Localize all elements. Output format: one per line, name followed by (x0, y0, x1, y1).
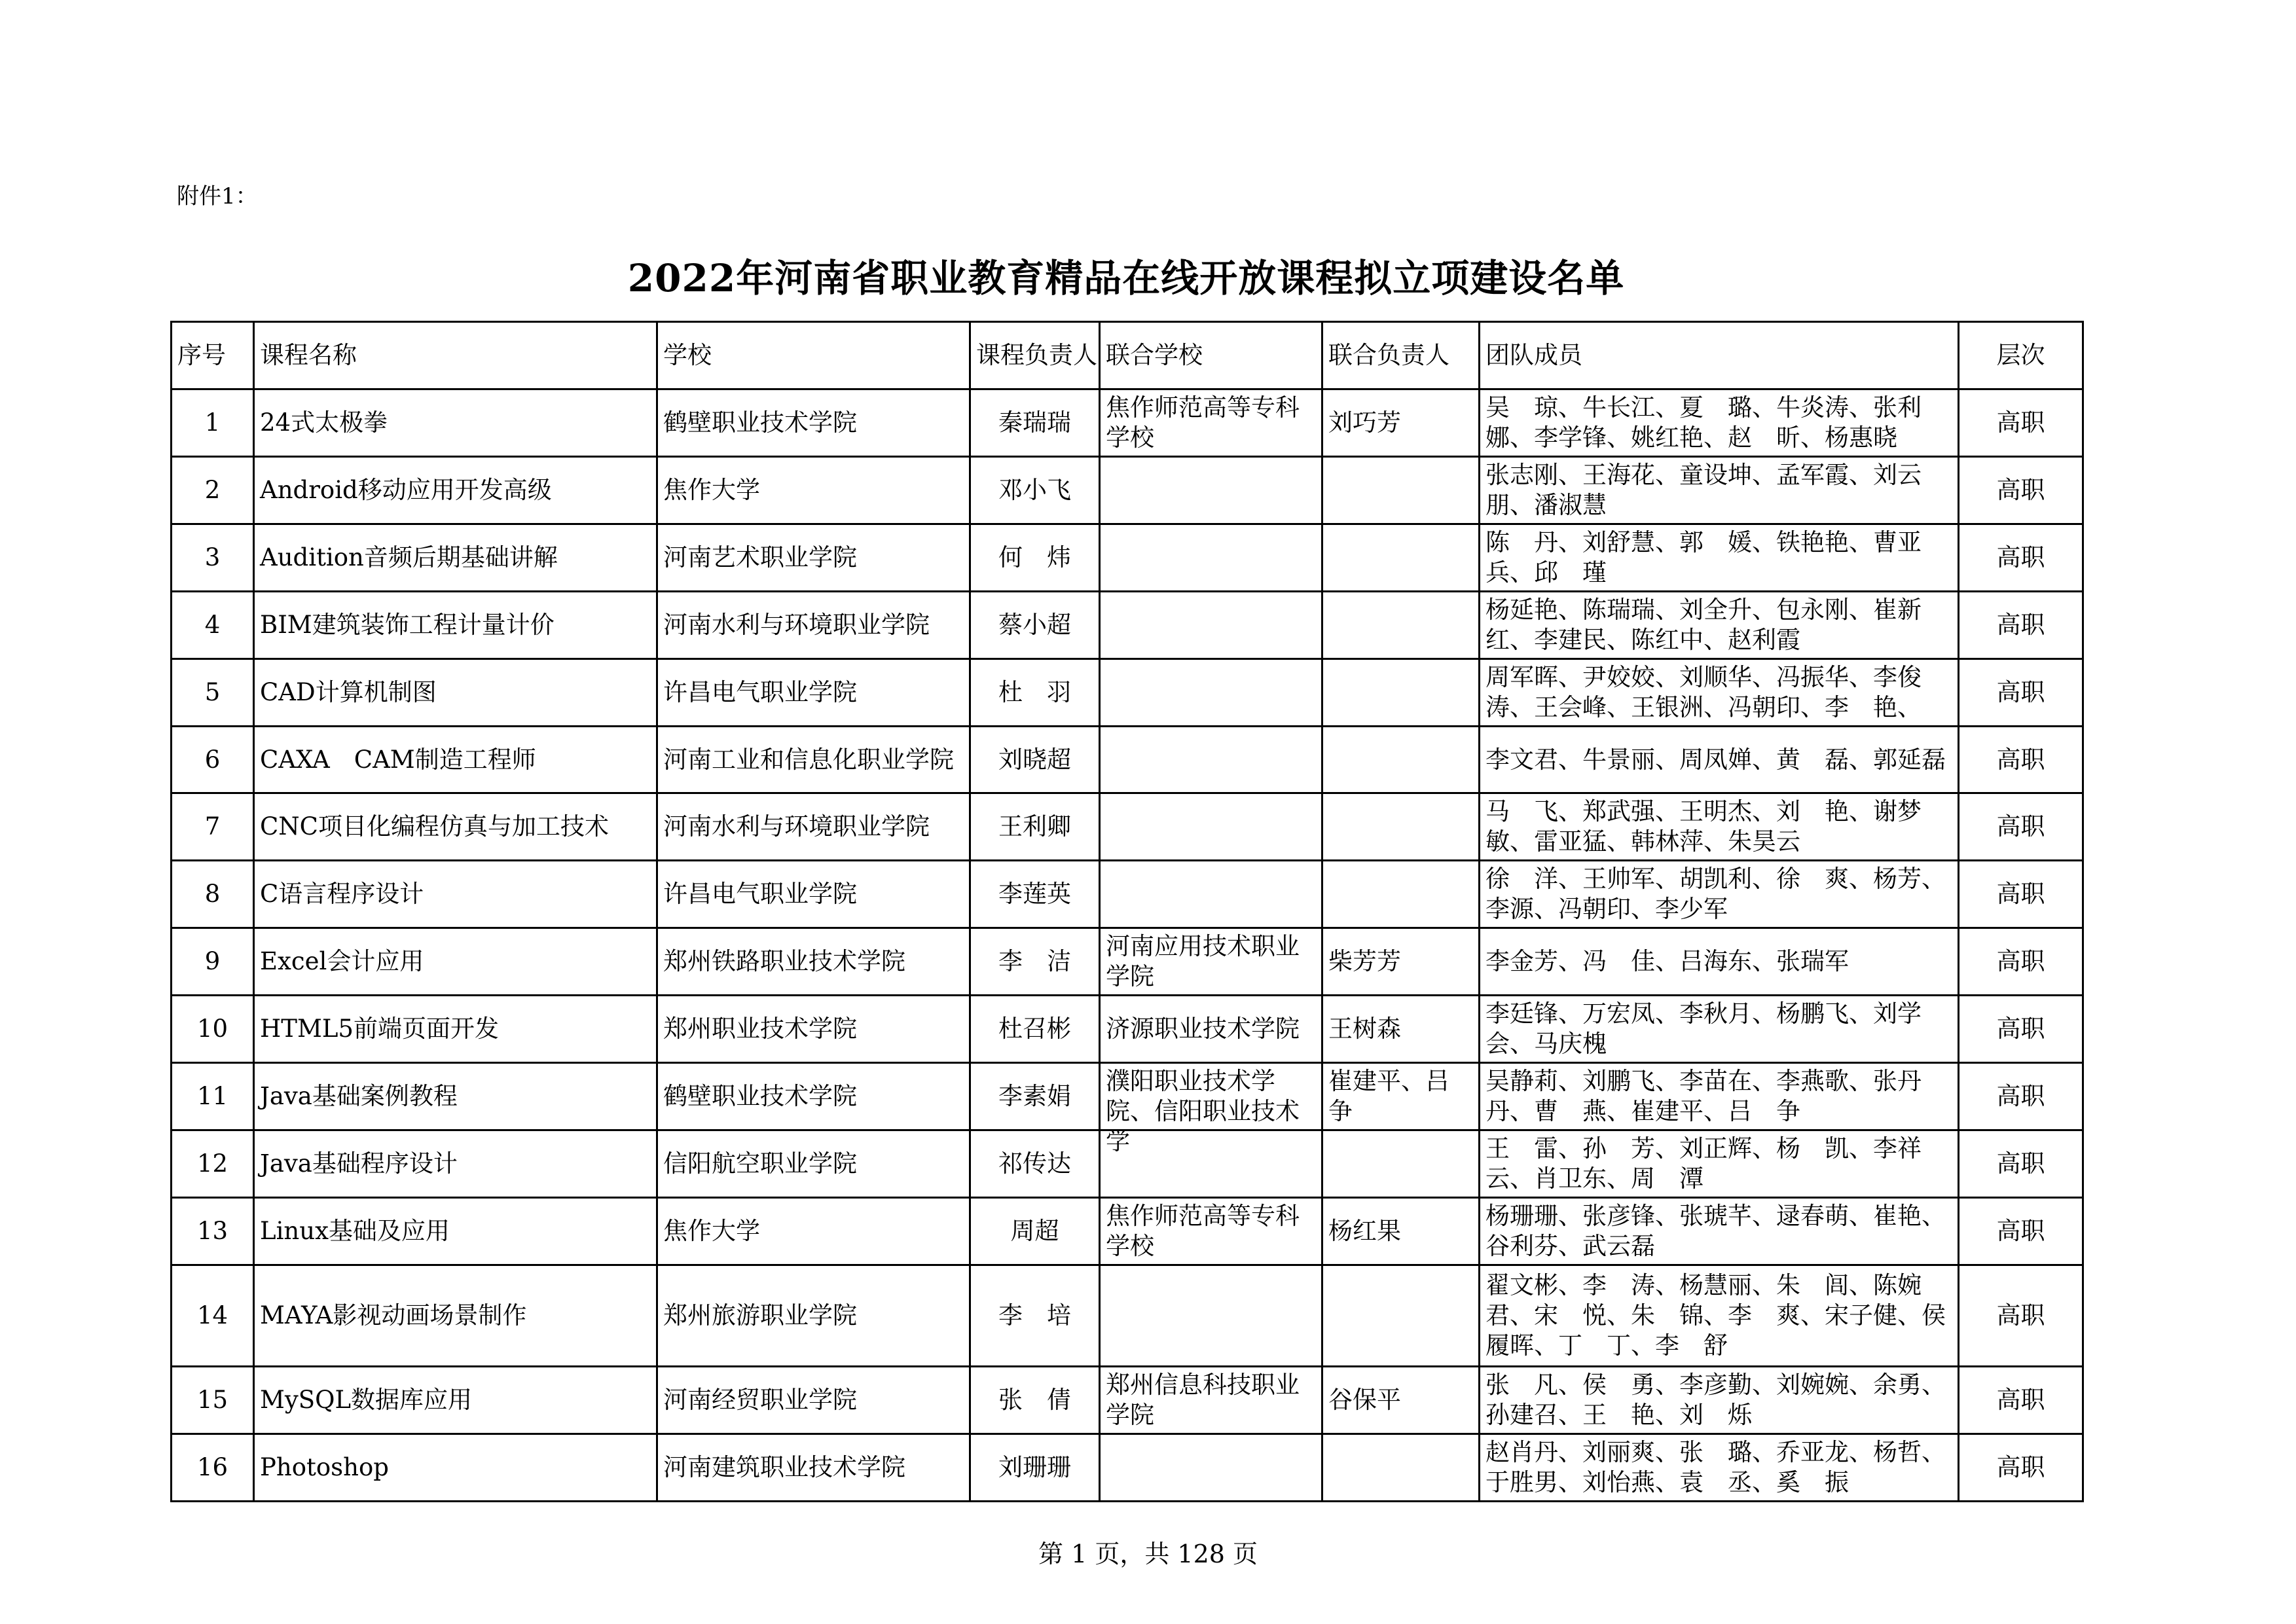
cell-level (1959, 727, 2083, 793)
cell-course (254, 1130, 657, 1198)
cell-school-text: 郑州旅游职业学院 (663, 1301, 857, 1329)
cell-course (254, 996, 657, 1063)
cell-course (254, 793, 657, 861)
project-list-table (170, 321, 2084, 1502)
cell-no-text: 13 (196, 1217, 228, 1245)
cell-partner-leader (1322, 1130, 1480, 1198)
table-row (172, 1265, 2083, 1367)
table-row (172, 727, 2083, 793)
cell-team-text: 杨珊珊、张彦锋、张琥芊、逯春萌、崔艳、谷利芬、武云磊 (1485, 1202, 1946, 1260)
cell-course-text: Java基础程序设计 (260, 1149, 458, 1178)
cell-course (254, 1434, 657, 1502)
header-team: 团队成员 (1480, 322, 1959, 389)
cell-school-text: 河南水利与环境职业学院 (663, 812, 930, 840)
cell-course (254, 524, 657, 592)
table-row (172, 659, 2083, 727)
cell-school (657, 1367, 970, 1434)
cell-team-text: 翟文彬、李 涛、杨慧丽、朱 闾、陈婉君、宋 悦、朱 锦、李 爽、宋子健、侯履晖、丁 丁、李 舒 (1485, 1271, 1946, 1360)
cell-school-text: 郑州职业技术学院 (663, 1015, 857, 1043)
cell-course-text: HTML5前端页面开发 (260, 1015, 499, 1043)
cell-school (657, 1265, 970, 1367)
cell-no (172, 861, 254, 928)
cell-no-text: 8 (204, 880, 221, 908)
cell-school-text: 河南经贸职业学院 (663, 1386, 857, 1414)
cell-course-text: Android移动应用开发高级 (260, 476, 552, 504)
cell-partner-leader-text: 杨红果 (1328, 1217, 1401, 1245)
cell-partner-leader (1322, 1367, 1480, 1434)
cell-partner-school-text: 焦作师范高等专科学校 (1106, 1202, 1300, 1260)
cell-team (1480, 659, 1959, 727)
cell-course-text: Excel会计应用 (260, 947, 424, 975)
cell-level (1959, 524, 2083, 592)
cell-level-text: 高职 (1996, 1453, 2045, 1481)
cell-leader (970, 1198, 1100, 1265)
cell-level-text: 高职 (1996, 1386, 2045, 1414)
cell-team (1480, 861, 1959, 928)
cell-course-text: Audition音频后期基础讲解 (260, 543, 558, 571)
cell-leader-text: 张 倩 (998, 1386, 1071, 1414)
cell-leader (970, 592, 1100, 659)
cell-school (657, 928, 970, 996)
cell-partner-school-text: 郑州信息科技职业学院 (1106, 1371, 1300, 1429)
cell-no-text: 4 (204, 611, 221, 639)
cell-course (254, 659, 657, 727)
cell-no-text: 3 (204, 543, 221, 571)
cell-school (657, 592, 970, 659)
cell-level-text: 高职 (1996, 1149, 2045, 1178)
cell-course-text: MAYA影视动画场景制作 (260, 1301, 527, 1329)
cell-school-text: 焦作大学 (663, 1217, 760, 1245)
cell-no-text: 7 (204, 812, 221, 840)
cell-leader (970, 524, 1100, 592)
cell-leader-text: 蔡小超 (998, 611, 1071, 639)
cell-partner-leader (1322, 861, 1480, 928)
cell-school-text: 许昌电气职业学院 (663, 678, 857, 706)
cell-team-text: 吴静莉、刘鹏飞、李苗在、李燕歌、张丹丹、曹 燕、崔建平、吕 争 (1485, 1067, 1922, 1125)
table-body (172, 389, 2083, 1502)
cell-no-text: 5 (204, 678, 221, 706)
cell-level-text: 高职 (1996, 745, 2045, 774)
cell-partner-leader-text: 柴芳芳 (1328, 947, 1401, 975)
cell-team-text: 赵肖丹、刘丽爽、张 璐、乔亚龙、杨哲、于胜男、刘怡燕、袁 丞、奚 振 (1485, 1438, 1946, 1496)
cell-course-text: CNC项目化编程仿真与加工技术 (260, 812, 609, 840)
cell-level-text: 高职 (1996, 1015, 2045, 1043)
cell-no (172, 1367, 254, 1434)
cell-partner-school (1100, 524, 1322, 592)
cell-partner-school (1100, 1367, 1322, 1434)
cell-leader-text: 刘晓超 (998, 745, 1071, 774)
cell-course-text: MySQL数据库应用 (260, 1386, 473, 1414)
document-title: 2022年河南省职业教育精品在线开放课程拟立项建设名单 (627, 256, 1625, 300)
cell-leader-text: 何 炜 (998, 543, 1071, 571)
cell-no-text: 1 (204, 408, 221, 437)
cell-team (1480, 793, 1959, 861)
cell-no (172, 928, 254, 996)
cell-team (1480, 727, 1959, 793)
cell-no (172, 1434, 254, 1502)
cell-school (657, 1130, 970, 1198)
cell-leader (970, 1265, 1100, 1367)
cell-course (254, 1063, 657, 1130)
cell-course (254, 861, 657, 928)
cell-partner-school (1100, 1198, 1322, 1265)
cell-team (1480, 389, 1959, 457)
cell-leader-text: 李素娟 (998, 1082, 1071, 1110)
cell-team (1480, 1063, 1959, 1130)
cell-level (1959, 793, 2083, 861)
cell-partner-school (1100, 1063, 1322, 1155)
cell-school-text: 河南水利与环境职业学院 (663, 611, 930, 639)
cell-partner-school-text: 济源职业技术学院 (1106, 1015, 1300, 1043)
cell-level-text: 高职 (1996, 408, 2045, 437)
cell-team-text: 李文君、牛景丽、周凤婵、黄 磊、郭延磊 (1485, 745, 1946, 774)
cell-leader (970, 793, 1100, 861)
cell-partner-leader (1322, 659, 1480, 727)
cell-team-text: 李金芳、冯 佳、吕海东、张瑞军 (1485, 947, 1849, 975)
cell-partner-leader-text: 刘巧芳 (1328, 408, 1401, 437)
cell-team (1480, 1367, 1959, 1434)
cell-school-text: 河南建筑职业技术学院 (663, 1453, 905, 1481)
table-row (172, 1063, 2083, 1130)
cell-level (1959, 928, 2083, 996)
cell-school-text: 焦作大学 (663, 476, 760, 504)
cell-leader (970, 457, 1100, 524)
cell-leader (970, 727, 1100, 793)
cell-partner-school-text: 濮阳职业技术学院、信阳职业技术学 (1106, 1067, 1300, 1155)
cell-level (1959, 996, 2083, 1063)
cell-no (172, 524, 254, 592)
cell-team-text: 张 凡、侯 勇、李彦勤、刘婉婉、余勇、孙建召、王 艳、刘 烁 (1485, 1371, 1946, 1429)
cell-course-text: Java基础案例教程 (260, 1082, 458, 1110)
cell-course (254, 457, 657, 524)
cell-partner-school (1100, 1130, 1322, 1198)
table-row (172, 592, 2083, 659)
cell-team (1480, 1130, 1959, 1198)
cell-no (172, 727, 254, 793)
cell-no-text: 11 (196, 1082, 228, 1110)
cell-no-text: 2 (204, 476, 221, 504)
table-header-row (172, 322, 2083, 389)
cell-partner-leader-text: 崔建平、吕 争 (1328, 1067, 1474, 1125)
cell-no (172, 457, 254, 524)
cell-level (1959, 1130, 2083, 1198)
cell-partner-school-text: 河南应用技术职业学院 (1106, 932, 1300, 990)
cell-level-text: 高职 (1996, 812, 2045, 840)
table-row (172, 928, 2083, 996)
cell-leader-text: 李 培 (998, 1301, 1071, 1329)
cell-level (1959, 861, 2083, 928)
cell-level-text: 高职 (1996, 678, 2045, 706)
cell-course-text: CAD计算机制图 (260, 678, 437, 706)
cell-partner-school (1100, 389, 1322, 457)
table-row (172, 793, 2083, 861)
cell-school-text: 信阳航空职业学院 (663, 1149, 857, 1178)
header-partner-leader: 联合负责人 (1322, 322, 1480, 389)
cell-partner-leader (1322, 928, 1480, 996)
table-row (172, 1367, 2083, 1434)
cell-partner-leader-text: 谷保平 (1328, 1386, 1401, 1414)
cell-leader (970, 1130, 1100, 1198)
table-row (172, 389, 2083, 457)
cell-team (1480, 996, 1959, 1063)
cell-team-text: 张志刚、王海花、童设坤、孟军霞、刘云朋、潘淑慧 (1485, 461, 1922, 519)
table-row (172, 1434, 2083, 1502)
cell-school (657, 389, 970, 457)
cell-partner-leader (1322, 727, 1480, 793)
cell-no (172, 1265, 254, 1367)
cell-level (1959, 659, 2083, 727)
cell-team-text: 王 雷、孙 芳、刘正辉、杨 凯、李祥云、肖卫东、周 潭 (1485, 1134, 1922, 1193)
cell-level (1959, 1265, 2083, 1367)
cell-partner-school (1100, 457, 1322, 524)
cell-leader (970, 928, 1100, 996)
cell-team (1480, 457, 1959, 524)
cell-leader-text: 杜召彬 (998, 1015, 1071, 1043)
cell-level-text: 高职 (1996, 476, 2045, 504)
cell-team (1480, 1265, 1959, 1367)
cell-partner-leader (1322, 592, 1480, 659)
cell-school (657, 1434, 970, 1502)
header-partner-school: 联合学校 (1100, 322, 1322, 389)
cell-no-text: 6 (204, 745, 221, 774)
cell-team-text: 杨延艳、陈瑞瑞、刘全升、包永刚、崔新红、李建民、陈红中、赵利霞 (1485, 596, 1922, 654)
cell-partner-leader (1322, 457, 1480, 524)
cell-partner-school (1100, 996, 1322, 1063)
table-row (172, 457, 2083, 524)
cell-level (1959, 1198, 2083, 1265)
cell-no (172, 793, 254, 861)
cell-level (1959, 457, 2083, 524)
cell-partner-school (1100, 861, 1322, 928)
cell-leader-text: 秦瑞瑞 (998, 408, 1071, 437)
cell-leader (970, 389, 1100, 457)
cell-school (657, 793, 970, 861)
cell-no (172, 659, 254, 727)
header-no: 序号 (172, 322, 254, 389)
cell-team (1480, 1434, 1959, 1502)
cell-school (657, 1063, 970, 1130)
cell-course (254, 1198, 657, 1265)
cell-partner-leader (1322, 1434, 1480, 1502)
cell-team (1480, 524, 1959, 592)
table-row (172, 996, 2083, 1063)
cell-level (1959, 1434, 2083, 1502)
cell-team (1480, 928, 1959, 996)
cell-leader (970, 861, 1100, 928)
cell-level-text: 高职 (1996, 880, 2045, 908)
cell-team (1480, 1198, 1959, 1265)
cell-team-text: 马 飞、郑武强、王明杰、刘 艳、谢梦敏、雷亚猛、韩林萍、朱昊云 (1485, 797, 1922, 856)
cell-school (657, 861, 970, 928)
cell-level (1959, 592, 2083, 659)
cell-no-text: 10 (196, 1015, 228, 1043)
cell-partner-school (1100, 1434, 1322, 1502)
cell-partner-leader (1322, 1063, 1480, 1130)
cell-no-text: 12 (196, 1149, 228, 1178)
header-level: 层次 (1959, 322, 2083, 389)
cell-partner-school-text: 焦作师范高等专科学校 (1106, 393, 1300, 452)
cell-school (657, 524, 970, 592)
header-school: 学校 (657, 322, 970, 389)
cell-team-text: 吴 琼、牛长江、夏 璐、牛炎涛、张利娜、李学锋、姚红艳、赵 昕、杨惠晓 (1485, 393, 1922, 452)
cell-level-text: 高职 (1996, 947, 2045, 975)
cell-no (172, 592, 254, 659)
cell-partner-leader (1322, 1198, 1480, 1265)
cell-partner-school (1100, 1265, 1322, 1367)
cell-partner-leader (1322, 793, 1480, 861)
cell-no (172, 996, 254, 1063)
table-row (172, 861, 2083, 928)
cell-partner-leader (1322, 389, 1480, 457)
cell-partner-leader-text: 王树森 (1328, 1015, 1401, 1043)
cell-partner-leader (1322, 996, 1480, 1063)
cell-level-text: 高职 (1996, 611, 2045, 639)
cell-level (1959, 1367, 2083, 1434)
cell-school-text: 鹤壁职业技术学院 (663, 1082, 857, 1110)
header-course: 课程名称 (254, 322, 657, 389)
cell-level-text: 高职 (1996, 1217, 2045, 1245)
table-row (172, 524, 2083, 592)
cell-partner-school (1100, 727, 1322, 793)
cell-level (1959, 389, 2083, 457)
cell-leader-text: 祁传达 (998, 1149, 1071, 1178)
cell-partner-school (1100, 793, 1322, 861)
cell-course-text: BIM建筑装饰工程计量计价 (260, 611, 555, 639)
cell-no-text: 9 (204, 947, 221, 975)
cell-partner-school (1100, 928, 1322, 996)
attachment-label: 附件1： (177, 183, 258, 209)
cell-leader-text: 刘珊珊 (998, 1453, 1071, 1481)
cell-no (172, 1198, 254, 1265)
cell-team-text: 周军晖、尹姣姣、刘顺华、冯振华、李俊涛、王会峰、王银洲、冯朝印、李 艳、 (1485, 663, 1922, 721)
cell-school (657, 727, 970, 793)
cell-level-text: 高职 (1996, 543, 2045, 571)
cell-course-text: Photoshop (260, 1453, 389, 1481)
cell-course-text: Linux基础及应用 (260, 1217, 450, 1245)
cell-team-text: 陈 丹、刘舒慧、郭 媛、铁艳艳、曹亚兵、邱 瑾 (1485, 528, 1922, 586)
cell-partner-leader (1322, 524, 1480, 592)
cell-course-text: 24式太极拳 (260, 408, 388, 437)
cell-school-text: 许昌电气职业学院 (663, 880, 857, 908)
page-footer: 第 1 页，共 128 页 (1038, 1540, 1258, 1568)
cell-partner-school (1100, 592, 1322, 659)
cell-level-text: 高职 (1996, 1082, 2045, 1110)
cell-team-text: 李廷锋、万宏凤、李秋月、杨鹏飞、刘学会、马庆槐 (1485, 1000, 1922, 1058)
cell-course (254, 592, 657, 659)
cell-team (1480, 592, 1959, 659)
cell-level-text: 高职 (1996, 1301, 2045, 1329)
cell-course (254, 1367, 657, 1434)
cell-leader-text: 王利卿 (998, 812, 1071, 840)
cell-leader (970, 1063, 1100, 1130)
cell-leader (970, 996, 1100, 1063)
cell-team-text: 徐 洋、王帅军、胡凯利、徐 爽、杨芳、李源、冯朝印、李少军 (1485, 865, 1946, 923)
cell-leader-text: 李莲英 (998, 880, 1071, 908)
cell-school (657, 659, 970, 727)
cell-level (1959, 1063, 2083, 1130)
cell-no (172, 1130, 254, 1198)
cell-leader (970, 1434, 1100, 1502)
cell-leader-text: 杜 羽 (998, 678, 1071, 706)
cell-school-text: 郑州铁路职业技术学院 (663, 947, 905, 975)
cell-school (657, 1198, 970, 1265)
cell-course (254, 727, 657, 793)
cell-school (657, 996, 970, 1063)
cell-partner-leader (1322, 1265, 1480, 1367)
header-leader: 课程负责人 (970, 322, 1100, 389)
cell-leader-text: 邓小飞 (998, 476, 1071, 504)
cell-course (254, 389, 657, 457)
cell-course-text: CAXA CAM制造工程师 (260, 745, 536, 774)
cell-leader-text: 周超 (1010, 1217, 1059, 1245)
cell-no-text: 16 (196, 1453, 228, 1481)
cell-school-text: 鹤壁职业技术学院 (663, 408, 857, 437)
cell-school-text: 河南工业和信息化职业学院 (663, 745, 954, 774)
cell-leader (970, 1367, 1100, 1434)
cell-leader-text: 李 洁 (998, 947, 1071, 975)
cell-no-text: 14 (196, 1301, 228, 1329)
cell-partner-school (1100, 659, 1322, 727)
cell-course (254, 1265, 657, 1367)
table-row (172, 1198, 2083, 1265)
cell-no (172, 389, 254, 457)
cell-leader (970, 659, 1100, 727)
cell-school (657, 457, 970, 524)
cell-course-text: C语言程序设计 (260, 880, 424, 908)
cell-no-text: 15 (196, 1386, 228, 1414)
cell-course (254, 928, 657, 996)
cell-school-text: 河南艺术职业学院 (663, 543, 857, 571)
cell-no (172, 1063, 254, 1130)
